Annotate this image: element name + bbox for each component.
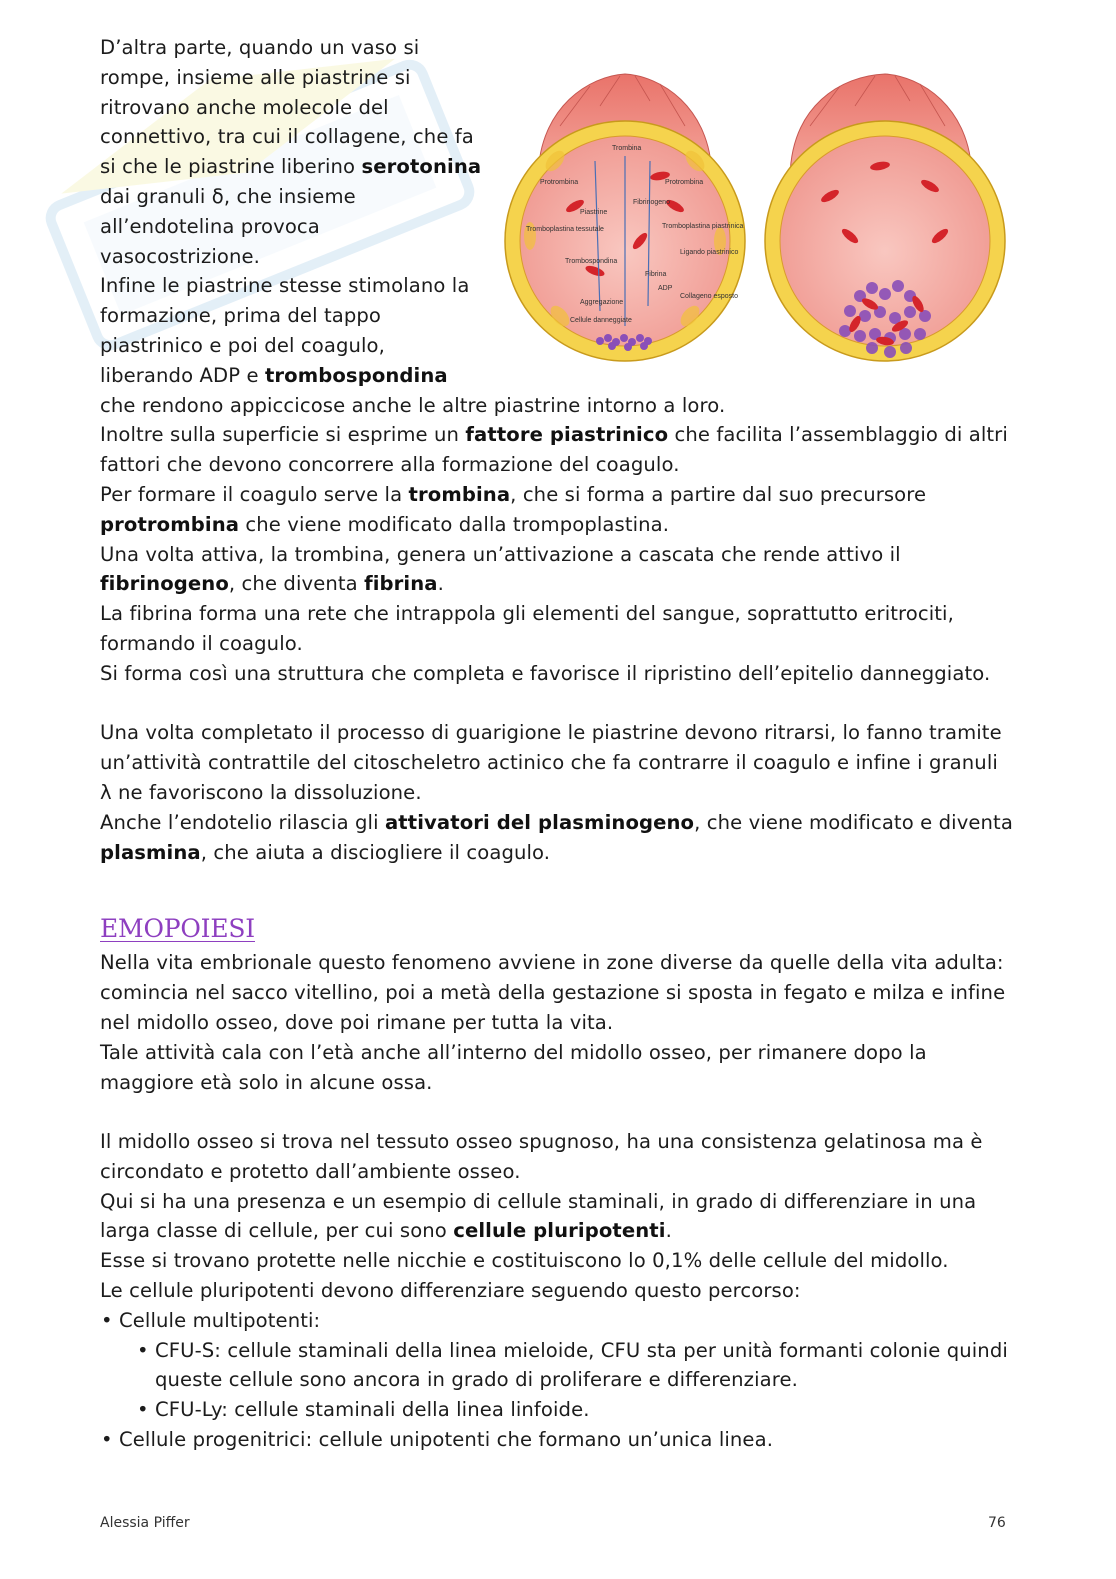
text-line — [100, 361, 485, 391]
term-fibrinogeno: fibrinogeno — [100, 572, 229, 596]
figure-label-fibrinogeno: Fibrinogeno — [633, 199, 670, 206]
figure-label-adp: ADP — [658, 285, 673, 292]
text-line: connettivo, tra cui il collagene, che fa — [100, 125, 474, 149]
intro-paragraph — [100, 33, 485, 391]
paragraph-line: Tale attività cala con l’età anche all’interno del midollo osseo, per rimanere dopo la maggiore età solo in alcune ossa. — [100, 1040, 927, 1094]
text-fragment: Inoltre sulla superficie si esprime un — [100, 423, 466, 447]
text-line: ritrovano anche molecole del — [100, 95, 389, 119]
footer-author: Alessia Piffer — [100, 1515, 190, 1531]
paragraph-line: La fibrina forma una rete che intrappola gli elementi del sangue, soprattutto eritrociti, formando il coagulo. — [100, 602, 954, 655]
differentiation-list — [100, 1306, 1015, 1455]
paragraph-line — [100, 540, 1015, 600]
figure-label-trombina: Trombina — [612, 145, 642, 152]
paragraph-line: che rendono appiccicose anche le altre piastrine intorno a loro. — [100, 393, 726, 417]
paragraph-line: Il midollo osseo si trova nel tessuto osseo spugnoso, ha una consistenza gelatinosa ma è circondato e protetto dall’ambiente osseo. — [100, 1130, 983, 1183]
text-fragment: Anche l’endotelio rilascia gli — [100, 810, 385, 834]
term-cellule-pluripotenti: cellule pluripotenti — [453, 1219, 666, 1243]
figure-label-cellule-danneggiate: Cellule danneggiate — [570, 317, 632, 324]
figure-label-tromboplastina-tessutale: Tromboplastina tessutale — [526, 226, 604, 233]
figure-label-piastrine: Piastrine — [580, 209, 608, 216]
term-serotonina: serotonina — [361, 155, 482, 179]
figure-label-collageno-esposto: Collageno esposto — [680, 293, 738, 300]
list-item-text: Cellule multipotenti: — [119, 1308, 321, 1332]
text-line: dai granuli δ, che insieme — [100, 184, 356, 208]
text-line: vasocostrizione. — [100, 244, 260, 268]
figure-label-tromboplastina-piastrinica: Tromboplastina piastrinica — [662, 223, 744, 230]
paragraph-spacer — [100, 1097, 1015, 1127]
paragraph-line: Le cellule pluripotenti devono differenziare seguendo questo percorso: — [100, 1279, 801, 1303]
text-fragment: , che aiuta a disciogliere il coagulo. — [200, 840, 551, 864]
paragraph-line — [100, 420, 1015, 480]
figure-label-trombospondina: Trombospondina — [565, 258, 618, 265]
text-fragment: si che le piastrine liberino — [100, 155, 362, 179]
text-line — [100, 152, 485, 182]
paragraph-line — [100, 808, 1015, 868]
text-line: D’altra parte, quando un vaso si — [100, 36, 420, 59]
paragraph-line: Nella vita embrionale questo fenomeno avviene in zone diverse da quelle della vita adulta: comincia nel sacco vitellino, poi a metà della gestazione si sposta in fegato e milza e infine nel midollo osseo, dove poi rimane per tutta la vita. — [100, 951, 1006, 1034]
paragraph-line — [100, 1187, 1015, 1247]
text-fragment: , che viene modificato e diventa — [694, 810, 1013, 834]
paragraph-spacer — [100, 689, 1015, 719]
term-protrombina: protrombina — [100, 512, 240, 536]
term-trombina: trombina — [408, 482, 511, 506]
sub-list-item: • CFU-S: cellule staminali della linea mieloide, CFU sta per unità formanti colonie quindi queste cellule sono ancora in grado di proliferare e differenziare. — [136, 1336, 1015, 1396]
text-fragment: Per formare il coagulo serve la — [100, 482, 409, 506]
text-fragment: , che si forma a partire dal suo precursore — [510, 482, 927, 506]
page-content — [100, 33, 1015, 1455]
text-line: formazione, prima del tappo — [100, 304, 382, 328]
text-fragment: . — [437, 572, 444, 596]
paragraph-line — [100, 480, 1015, 540]
text-line: all’endotelina provoca — [100, 214, 320, 238]
sub-list-item: • CFU-Ly: cellule staminali della linea linfoide. — [136, 1395, 1015, 1425]
text-fragment: che viene modificato dalla trompoplastina. — [239, 512, 670, 536]
term-trombospondina: trombospondina — [264, 363, 448, 387]
text-fragment: che facilita l’assemblaggio di altri fattori che devono concorrere alla formazione del coagulo. — [100, 423, 1008, 477]
text-fragment: , che diventa — [228, 572, 365, 596]
text-line: Infine le piastrine stesse stimolano la — [100, 274, 470, 298]
list-item — [100, 1306, 1015, 1425]
figure-label-aggregazione: Aggregazione — [580, 299, 624, 306]
text-fragment: liberando ADP e — [100, 363, 265, 387]
text-fragment: Qui si ha una presenza e un esempio di cellule staminali, in grado di differenziare in una larga classe di cellule, per cui sono — [100, 1189, 977, 1243]
figure-label-fibrina: Fibrina — [645, 271, 667, 278]
term-fattore-piastrinico: fattore piastrinico — [465, 423, 669, 447]
section-title: EMOPOIESI — [100, 914, 255, 944]
text-fragment: . — [665, 1219, 672, 1243]
figure-label-protrombina-left: Protrombina — [540, 179, 579, 186]
page-number: 76 — [988, 1515, 1006, 1531]
text-line: rompe, insieme alle piastrine si — [100, 65, 411, 89]
term-fibrina: fibrina — [364, 572, 438, 596]
term-plasmina: plasmina — [100, 840, 201, 864]
paragraph-line: Esse si trovano protette nelle nicchie e costituiscono lo 0,1% delle cellule del midollo. — [100, 1249, 949, 1273]
term-attivatori-plasminogeno: attivatori del plasminogeno — [384, 810, 695, 834]
text-line: piastrinico e poi del coagulo, — [100, 333, 385, 357]
paragraph-line: Si forma così una struttura che completa e favorisce il ripristino dell’epitelio danneggiato. — [100, 661, 991, 685]
paragraph-line: Una volta completato il processo di guarigione le piastrine devono ritrarsi, lo fanno tramite un’attività contrattile del citoscheletro actinico che fa contrarre il coagulo e infine i granuli λ ne favoriscono la dissoluzione. — [100, 721, 1002, 804]
figure-label-protrombina-right: Protrombina — [665, 179, 704, 186]
figure-label-ligando-piastrinico: Ligando piastrinico — [680, 249, 739, 256]
sub-list — [119, 1336, 1015, 1425]
text-fragment: Una volta attiva, la trombina, genera un’attivazione a cascata che rende attivo il — [100, 542, 901, 566]
list-item: • Cellule progenitrici: cellule unipotenti che formano un’unica linea. — [100, 1425, 1015, 1455]
